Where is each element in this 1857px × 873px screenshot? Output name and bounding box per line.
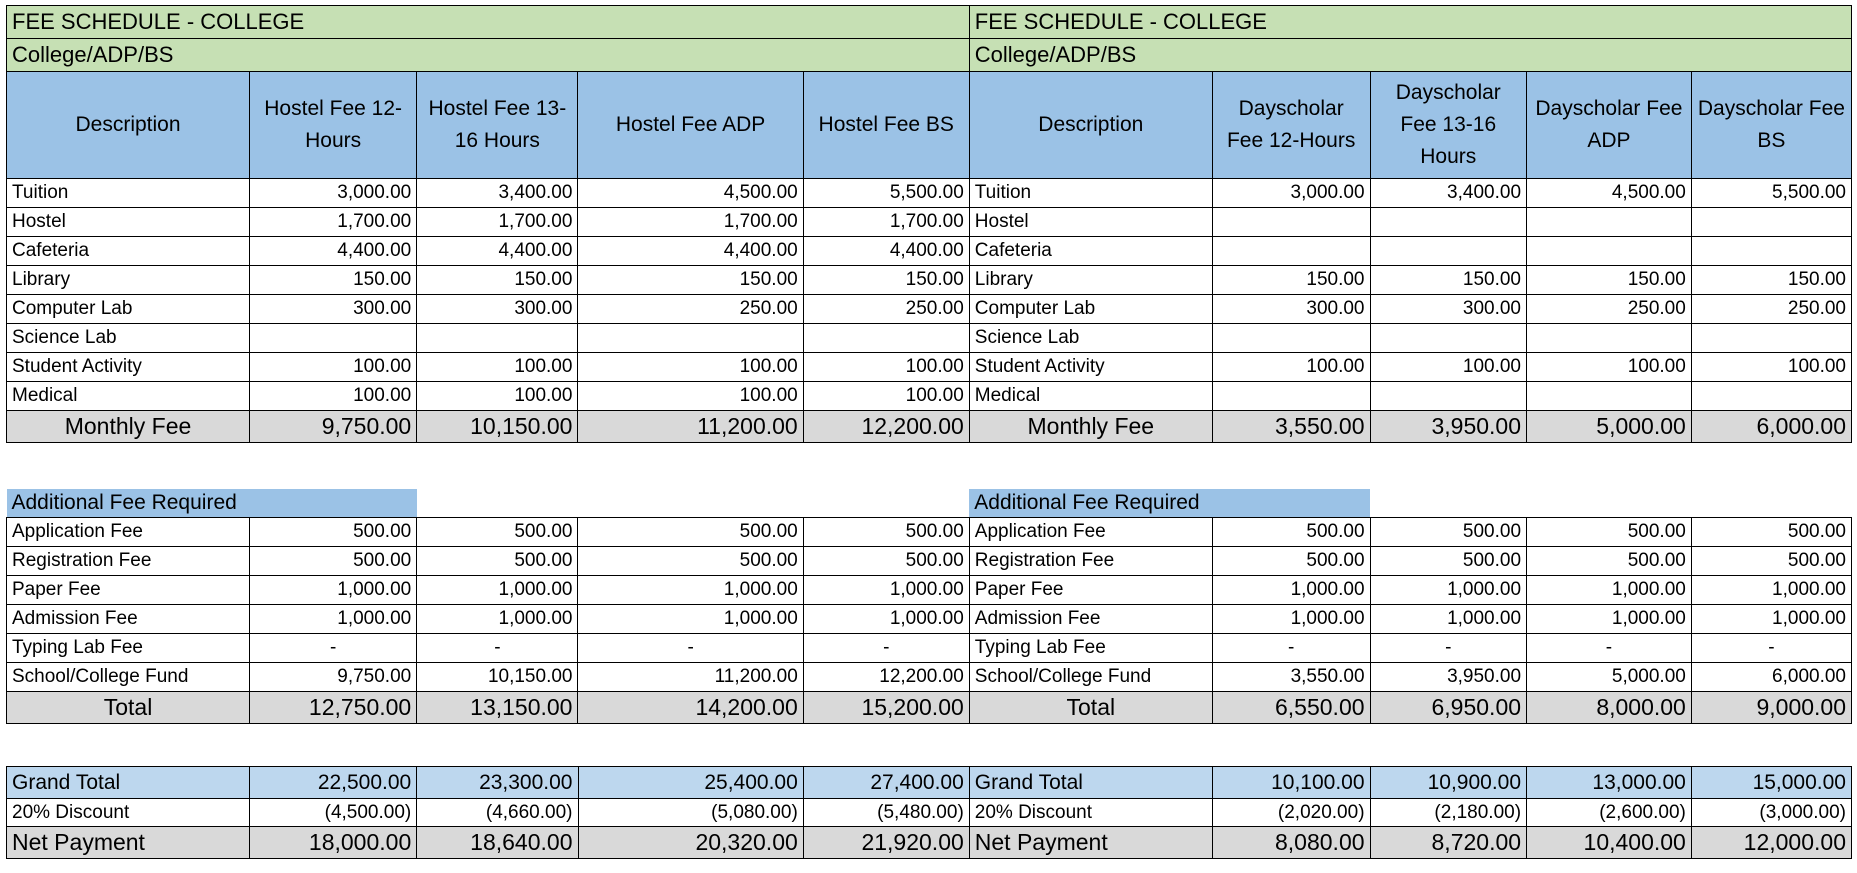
cell-value: 1,700.00 <box>578 208 803 237</box>
fee-row <box>7 179 1852 208</box>
cell-value: 100.00 <box>1370 353 1527 382</box>
cell-value: - <box>1370 634 1527 663</box>
discount-row <box>7 799 1852 827</box>
cell-value: 4,500.00 <box>1527 179 1692 208</box>
cell-value: 250.00 <box>1527 295 1692 324</box>
row-label: Grand Total <box>7 767 250 799</box>
cell-value: 1,000.00 <box>1527 605 1692 634</box>
fee-schedule-table <box>6 5 1852 443</box>
cell-value: 100.00 <box>417 353 578 382</box>
cell-value: 300.00 <box>417 295 578 324</box>
cell-value: 10,150.00 <box>417 663 578 692</box>
cell-value: 100.00 <box>1527 353 1692 382</box>
row-label: Tuition <box>969 179 1212 208</box>
cell-value: 500.00 <box>578 518 803 547</box>
cell-value: 100.00 <box>1212 353 1370 382</box>
cell-value: 100.00 <box>250 353 417 382</box>
cell-value: (2,020.00) <box>1212 799 1370 827</box>
col-header: Dayscholar Fee ADP <box>1527 72 1692 179</box>
row-label: Hostel <box>969 208 1212 237</box>
cell-value: 4,400.00 <box>417 237 578 266</box>
cell-value: (4,500.00) <box>250 799 417 827</box>
cell-value: 22,500.00 <box>250 767 417 799</box>
cell-value: 9,750.00 <box>250 411 417 443</box>
cell-value: 500.00 <box>803 547 969 576</box>
row-label: 20% Discount <box>969 799 1212 827</box>
cell-value: 500.00 <box>1370 518 1527 547</box>
row-label: Monthly Fee <box>969 411 1212 443</box>
col-header: Hostel Fee ADP <box>578 72 803 179</box>
cell-value: 5,000.00 <box>1527 663 1692 692</box>
cell-value <box>417 324 578 353</box>
col-header: Dayscholar Fee BS <box>1691 72 1851 179</box>
cell-value: 500.00 <box>250 518 417 547</box>
cell-value: (2,600.00) <box>1527 799 1692 827</box>
cell-value: 12,000.00 <box>1691 827 1851 859</box>
cell-value: 12,200.00 <box>803 663 969 692</box>
left-title: FEE SCHEDULE - COLLEGE <box>7 6 970 39</box>
cell-value: 1,000.00 <box>803 605 969 634</box>
row-label: School/College Fund <box>7 663 250 692</box>
cell-value: 300.00 <box>250 295 417 324</box>
cell-value: 23,300.00 <box>417 767 578 799</box>
cell-value: 100.00 <box>417 382 578 411</box>
cell-value: 1,000.00 <box>578 576 803 605</box>
subtitle-row <box>7 39 1852 72</box>
row-label: Admission Fee <box>969 605 1212 634</box>
additional-total-row <box>7 692 1852 724</box>
cell-value: 150.00 <box>578 266 803 295</box>
row-label: Cafeteria <box>7 237 250 266</box>
cell-value: (5,480.00) <box>803 799 969 827</box>
cell-value: 27,400.00 <box>803 767 969 799</box>
col-header: Description <box>969 72 1212 179</box>
fee-row <box>7 237 1852 266</box>
cell-value: 6,000.00 <box>1691 411 1851 443</box>
row-label: Science Lab <box>969 324 1212 353</box>
cell-value: 10,150.00 <box>417 411 578 443</box>
grand-total-row <box>7 767 1852 799</box>
cell-value: 18,640.00 <box>417 827 578 859</box>
cell-value: 8,720.00 <box>1370 827 1527 859</box>
additional-fee-row <box>7 663 1852 692</box>
right-subtitle: College/ADP/BS <box>969 39 1851 72</box>
row-label: Net Payment <box>969 827 1212 859</box>
cell-value: 9,750.00 <box>250 663 417 692</box>
cell-value: 1,000.00 <box>1691 605 1851 634</box>
row-label: Tuition <box>7 179 250 208</box>
cell-value: 500.00 <box>1370 547 1527 576</box>
cell-value <box>1527 324 1692 353</box>
cell-value: 150.00 <box>1527 266 1692 295</box>
cell-value: 5,500.00 <box>1691 179 1851 208</box>
cell-value <box>1212 324 1370 353</box>
row-label: Paper Fee <box>969 576 1212 605</box>
cell-value: 9,000.00 <box>1691 692 1851 724</box>
cell-value: 500.00 <box>250 547 417 576</box>
cell-value: 250.00 <box>578 295 803 324</box>
col-header: Description <box>7 72 250 179</box>
cell-value: 100.00 <box>578 353 803 382</box>
fee-schedule-body <box>7 6 1852 443</box>
additional-title-row <box>7 489 1852 518</box>
row-label: Typing Lab Fee <box>7 634 250 663</box>
cell-value: 3,400.00 <box>417 179 578 208</box>
cell-value: 4,400.00 <box>803 237 969 266</box>
totals-table <box>6 766 1852 859</box>
cell-value: 150.00 <box>1691 266 1851 295</box>
row-label: Computer Lab <box>7 295 250 324</box>
additional-fee-table <box>6 489 1852 724</box>
additional-fee-row <box>7 518 1852 547</box>
cell-value: 100.00 <box>803 382 969 411</box>
cell-value <box>1370 324 1527 353</box>
cell-value: 15,200.00 <box>803 692 969 724</box>
cell-value: 1,700.00 <box>803 208 969 237</box>
cell-value: 21,920.00 <box>803 827 969 859</box>
cell-value: 1,000.00 <box>417 576 578 605</box>
row-label: 20% Discount <box>7 799 250 827</box>
cell-value: 1,700.00 <box>250 208 417 237</box>
cell-value: 1,700.00 <box>417 208 578 237</box>
cell-value: 4,500.00 <box>578 179 803 208</box>
cell-value: 13,150.00 <box>417 692 578 724</box>
cell-value: 150.00 <box>1212 266 1370 295</box>
cell-value: 300.00 <box>1370 295 1527 324</box>
row-label: Total <box>7 692 250 724</box>
cell-value: - <box>1527 634 1692 663</box>
cell-value: - <box>250 634 417 663</box>
col-header: Dayscholar Fee 12-Hours <box>1212 72 1370 179</box>
cell-value: 1,000.00 <box>1212 576 1370 605</box>
left-subtitle: College/ADP/BS <box>7 39 970 72</box>
cell-value: 500.00 <box>803 518 969 547</box>
totals-body <box>7 767 1852 859</box>
cell-value: 6,550.00 <box>1212 692 1370 724</box>
cell-value: 150.00 <box>417 266 578 295</box>
cell-value <box>1370 237 1527 266</box>
row-label: Medical <box>7 382 250 411</box>
cell-value <box>1691 237 1851 266</box>
cell-value: 12,200.00 <box>803 411 969 443</box>
additional-fee-row <box>7 605 1852 634</box>
cell-value: 15,000.00 <box>1691 767 1851 799</box>
cell-value: - <box>803 634 969 663</box>
title-row <box>7 6 1852 39</box>
cell-value: 500.00 <box>1212 518 1370 547</box>
cell-value: 13,000.00 <box>1527 767 1692 799</box>
cell-value: 4,400.00 <box>578 237 803 266</box>
fee-row <box>7 382 1852 411</box>
row-label: Science Lab <box>7 324 250 353</box>
cell-value: - <box>1691 634 1851 663</box>
cell-value: 3,550.00 <box>1212 663 1370 692</box>
fee-row <box>7 266 1852 295</box>
cell-value <box>1691 382 1851 411</box>
cell-value: 12,750.00 <box>250 692 417 724</box>
cell-value: 6,950.00 <box>1370 692 1527 724</box>
fee-row <box>7 353 1852 382</box>
cell-value: 1,000.00 <box>417 605 578 634</box>
fee-row <box>7 324 1852 353</box>
row-label: Monthly Fee <box>7 411 250 443</box>
row-label: Admission Fee <box>7 605 250 634</box>
cell-value: 500.00 <box>417 547 578 576</box>
cell-value <box>1691 208 1851 237</box>
cell-value: 5,500.00 <box>803 179 969 208</box>
cell-value: 25,400.00 <box>578 767 803 799</box>
row-label: Cafeteria <box>969 237 1212 266</box>
row-label: Hostel <box>7 208 250 237</box>
additional-fee-row <box>7 634 1852 663</box>
col-header: Dayscholar Fee 13-16 Hours <box>1370 72 1527 179</box>
cell-value: 250.00 <box>803 295 969 324</box>
cell-value: 10,400.00 <box>1527 827 1692 859</box>
cell-value <box>1691 324 1851 353</box>
cell-value: 1,000.00 <box>250 605 417 634</box>
row-label: Grand Total <box>969 767 1212 799</box>
additional-fee-body <box>7 489 1852 724</box>
cell-value: (3,000.00) <box>1691 799 1851 827</box>
cell-value: 500.00 <box>1527 547 1692 576</box>
row-label: Student Activity <box>969 353 1212 382</box>
row-label: Application Fee <box>969 518 1212 547</box>
col-header: Hostel Fee BS <box>803 72 969 179</box>
cell-value <box>1370 382 1527 411</box>
col-header: Hostel Fee 13-16 Hours <box>417 72 578 179</box>
cell-value: 3,000.00 <box>1212 179 1370 208</box>
cell-value <box>1212 382 1370 411</box>
row-label: Registration Fee <box>7 547 250 576</box>
row-label: Registration Fee <box>969 547 1212 576</box>
cell-value: 150.00 <box>1370 266 1527 295</box>
cell-value: 1,000.00 <box>1212 605 1370 634</box>
cell-value: 18,000.00 <box>250 827 417 859</box>
right-title: FEE SCHEDULE - COLLEGE <box>969 6 1851 39</box>
row-label: Library <box>969 266 1212 295</box>
monthly-fee-row <box>7 411 1852 443</box>
cell-value: 1,000.00 <box>250 576 417 605</box>
cell-value: 3,550.00 <box>1212 411 1370 443</box>
cell-value <box>1527 382 1692 411</box>
cell-value: 10,900.00 <box>1370 767 1527 799</box>
cell-value: 1,000.00 <box>578 605 803 634</box>
cell-value <box>1212 237 1370 266</box>
cell-value: 100.00 <box>250 382 417 411</box>
col-header: Hostel Fee 12-Hours <box>250 72 417 179</box>
cell-value: 3,400.00 <box>1370 179 1527 208</box>
cell-value: 1,000.00 <box>1370 576 1527 605</box>
cell-value <box>803 324 969 353</box>
column-header-row <box>7 72 1852 179</box>
cell-value: 3,950.00 <box>1370 663 1527 692</box>
cell-value: 4,400.00 <box>250 237 417 266</box>
row-label: Paper Fee <box>7 576 250 605</box>
cell-value: (4,660.00) <box>417 799 578 827</box>
cell-value: 11,200.00 <box>578 411 803 443</box>
cell-value <box>1370 208 1527 237</box>
cell-value: 10,100.00 <box>1212 767 1370 799</box>
row-label: Net Payment <box>7 827 250 859</box>
cell-value: - <box>1212 634 1370 663</box>
net-payment-row <box>7 827 1852 859</box>
additional-fee-row <box>7 547 1852 576</box>
cell-value: 500.00 <box>417 518 578 547</box>
row-label: Typing Lab Fee <box>969 634 1212 663</box>
cell-value: 100.00 <box>803 353 969 382</box>
cell-value: 1,000.00 <box>1527 576 1692 605</box>
cell-value: 500.00 <box>1691 547 1851 576</box>
cell-value <box>1527 237 1692 266</box>
cell-value <box>250 324 417 353</box>
row-label: Application Fee <box>7 518 250 547</box>
cell-value: 5,000.00 <box>1527 411 1692 443</box>
cell-value: 3,000.00 <box>250 179 417 208</box>
cell-value: 20,320.00 <box>578 827 803 859</box>
additional-title-right: Additional Fee Required <box>969 489 1370 518</box>
cell-value: (2,180.00) <box>1370 799 1527 827</box>
cell-value: 3,950.00 <box>1370 411 1527 443</box>
cell-value <box>1212 208 1370 237</box>
cell-value: 8,000.00 <box>1527 692 1692 724</box>
cell-value <box>1527 208 1692 237</box>
cell-value: 150.00 <box>250 266 417 295</box>
additional-title-left: Additional Fee Required <box>7 489 417 518</box>
cell-value: 1,000.00 <box>1370 605 1527 634</box>
cell-value: 14,200.00 <box>578 692 803 724</box>
row-label: Total <box>969 692 1212 724</box>
cell-value: (5,080.00) <box>578 799 803 827</box>
cell-value: 150.00 <box>803 266 969 295</box>
cell-value <box>578 324 803 353</box>
cell-value: 6,000.00 <box>1691 663 1851 692</box>
row-label: Library <box>7 266 250 295</box>
row-label: Medical <box>969 382 1212 411</box>
cell-value: 100.00 <box>578 382 803 411</box>
additional-fee-row <box>7 576 1852 605</box>
cell-value: 100.00 <box>1691 353 1851 382</box>
cell-value: 300.00 <box>1212 295 1370 324</box>
row-label: School/College Fund <box>969 663 1212 692</box>
cell-value: 500.00 <box>578 547 803 576</box>
fee-row <box>7 295 1852 324</box>
row-label: Student Activity <box>7 353 250 382</box>
cell-value: 11,200.00 <box>578 663 803 692</box>
cell-value: - <box>578 634 803 663</box>
cell-value: 8,080.00 <box>1212 827 1370 859</box>
cell-value: 500.00 <box>1527 518 1692 547</box>
cell-value: - <box>417 634 578 663</box>
cell-value: 250.00 <box>1691 295 1851 324</box>
fee-row <box>7 208 1852 237</box>
cell-value: 500.00 <box>1691 518 1851 547</box>
row-label: Computer Lab <box>969 295 1212 324</box>
cell-value: 1,000.00 <box>1691 576 1851 605</box>
cell-value: 500.00 <box>1212 547 1370 576</box>
cell-value: 1,000.00 <box>803 576 969 605</box>
